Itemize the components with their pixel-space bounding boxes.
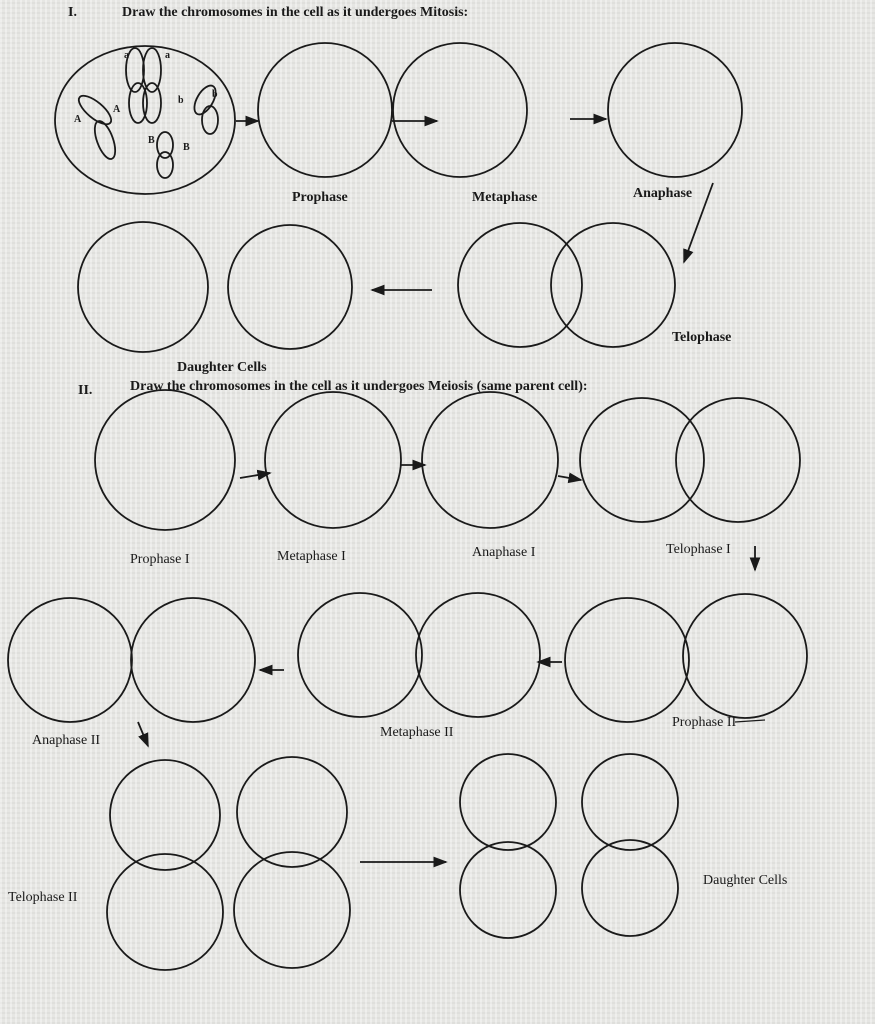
strike-mark xyxy=(735,720,765,722)
daughter-cell xyxy=(582,840,678,936)
allele-label: A xyxy=(74,114,82,125)
anaphase-i-cell xyxy=(422,392,558,528)
label-metaphase: Metaphase xyxy=(472,190,538,205)
telophase-i-cell xyxy=(580,398,800,522)
chromosome-B xyxy=(157,132,173,178)
label-prophase-ii: Prophase II xyxy=(672,715,737,730)
metaphase-i-cell xyxy=(265,392,401,528)
label-telophase-i: Telophase I xyxy=(666,542,731,557)
allele-label: b xyxy=(178,95,184,106)
arrow-right xyxy=(558,476,581,480)
prophase-ii-cells xyxy=(565,594,807,722)
section2-instruction: Draw the chromosomes in the cell as it undergoes Meiosis (same parent cell): xyxy=(130,379,588,394)
allele-label: b xyxy=(212,89,218,100)
label-anaphase-ii: Anaphase II xyxy=(32,733,101,748)
telophase-ii-cells xyxy=(107,757,350,970)
allele-label: a xyxy=(165,50,170,61)
allele-label: B xyxy=(183,142,190,153)
section1-instruction: Draw the chromosomes in the cell as it undergoes Mitosis: xyxy=(122,5,469,20)
section2-number: II. xyxy=(78,383,93,398)
prophase-i-cell xyxy=(95,390,235,530)
metaphase-cell xyxy=(393,43,527,177)
daughter-cell xyxy=(78,222,208,352)
daughter-cell xyxy=(460,754,556,850)
daughter-cell xyxy=(228,225,352,349)
label-prophase-i: Prophase I xyxy=(130,552,190,567)
anaphase-ii-cells xyxy=(8,598,255,722)
chromosome-A xyxy=(75,91,120,162)
label-anaphase-i: Anaphase I xyxy=(472,545,536,560)
anaphase-cell xyxy=(608,43,742,177)
daughter-cell xyxy=(460,842,556,938)
metaphase-ii-cells xyxy=(298,593,540,717)
label-daughter-cells-meiosis: Daughter Cells xyxy=(703,873,788,888)
arrow-down xyxy=(138,722,148,746)
label-prophase: Prophase xyxy=(292,190,348,205)
daughter-cell xyxy=(582,754,678,850)
parent-cell xyxy=(55,46,235,194)
chromosome-a xyxy=(126,48,161,123)
label-metaphase-i: Metaphase I xyxy=(277,549,346,564)
section1-number: I. xyxy=(68,5,77,20)
label-metaphase-ii: Metaphase II xyxy=(380,725,454,740)
allele-label: B xyxy=(148,135,155,146)
label-telophase: Telophase xyxy=(672,330,732,345)
allele-label: A xyxy=(113,104,121,115)
prophase-cell xyxy=(258,43,392,177)
allele-label: a xyxy=(124,50,129,61)
label-daughter-cells: Daughter Cells xyxy=(177,360,267,375)
telophase-cell xyxy=(458,223,675,347)
label-telophase-ii: Telophase II xyxy=(8,890,78,905)
label-anaphase: Anaphase xyxy=(633,186,693,201)
